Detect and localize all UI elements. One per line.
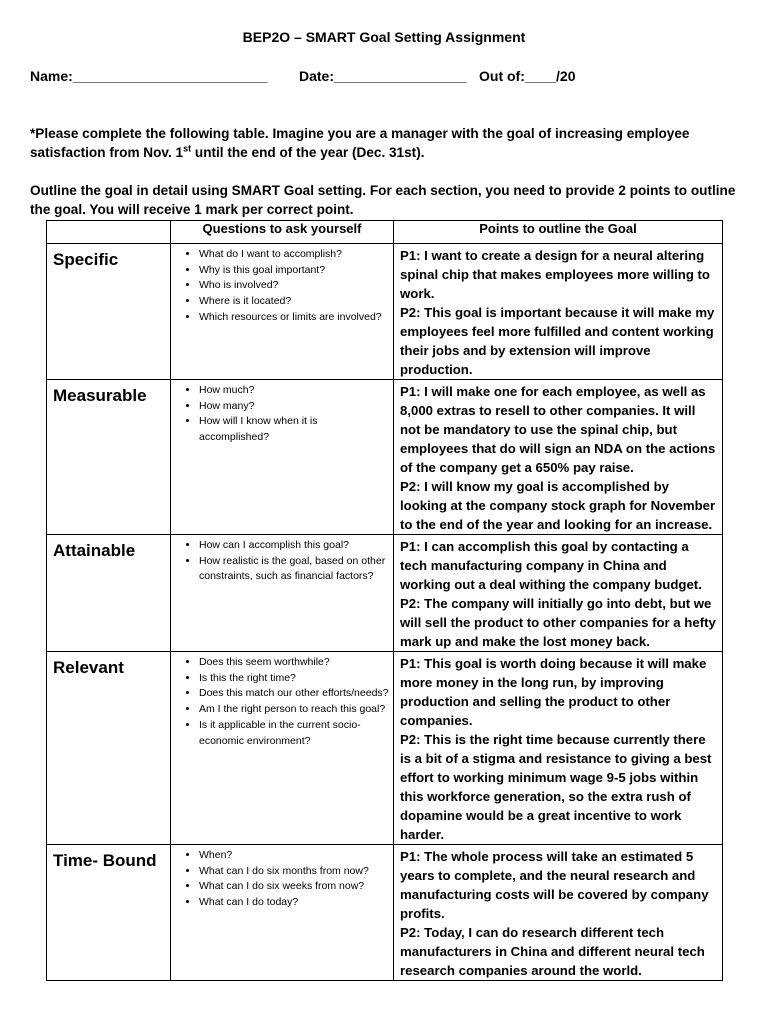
point-2: P2: This goal is important because it will make my employees feel more fulfilled and content working their jobs and by extension will improve production. bbox=[400, 305, 715, 377]
question-item: • What do I want to accomplish? bbox=[199, 247, 389, 263]
point-2: P2: The company will initially go into debt, but we will sell the product to other companies for a hefty mark up and make the lost money back. bbox=[400, 596, 716, 649]
questions-list bbox=[171, 538, 393, 585]
question-item: • What can I do six months from now? bbox=[199, 864, 389, 880]
question-item: • How many? bbox=[199, 399, 389, 415]
questions-list bbox=[171, 383, 393, 446]
smart-goal-table bbox=[46, 220, 723, 981]
date-field[interactable]: Date:_________________ bbox=[299, 68, 467, 84]
question-item: • What can I do today? bbox=[199, 895, 389, 911]
instructions-text-suffix: until the end of the year (Dec. 31st). bbox=[191, 145, 425, 160]
question-item: • Does this seem worthwhile? bbox=[199, 655, 389, 671]
points-cell[interactable] bbox=[394, 845, 723, 981]
questions-list bbox=[171, 655, 393, 749]
document-title: BEP2O – SMART Goal Setting Assignment bbox=[242, 29, 526, 45]
questions-cell bbox=[171, 535, 394, 652]
point-1: P1: I can accomplish this goal by contacting a tech manufacturing company in China and working out a deal withing the company budget. bbox=[400, 539, 702, 592]
table-row-attainable bbox=[47, 535, 723, 652]
category-attainable: Attainable bbox=[47, 535, 171, 652]
category-measurable: Measurable bbox=[47, 380, 171, 535]
question-item: • Is this the right time? bbox=[199, 671, 389, 687]
question-item: • How realistic is the goal, based on other constraints, such as financial factors? bbox=[199, 554, 389, 585]
category-relevant: Relevant bbox=[47, 652, 171, 845]
question-item: • What can I do six weeks from now? bbox=[199, 879, 389, 895]
question-item: • Am I the right person to reach this goal? bbox=[199, 702, 389, 718]
questions-cell bbox=[171, 652, 394, 845]
points-cell[interactable] bbox=[394, 244, 723, 380]
point-1: P1: This goal is worth doing because it will make more money in the long run, by improving production and selling the product to other companies. bbox=[400, 656, 707, 728]
question-item: • How much? bbox=[199, 383, 389, 399]
point-1: P1: I will make one for each employee, as well as 8,000 extras to resell to other companies. It will not be mandatory to use the spinal chip, but employees that do will sign an NDA on the actions of the company get a 650% pay raise. bbox=[400, 384, 716, 475]
point-2: P2: I will know my goal is accomplished by looking at the company stock graph for November to the end of the year and looking for an increase. bbox=[400, 479, 716, 532]
question-item: • When? bbox=[199, 848, 389, 864]
name-field[interactable]: Name:_________________________ bbox=[30, 68, 268, 84]
table-header-row bbox=[47, 221, 723, 244]
point-2: P2: This is the right time because currently there is a bit of a stigma and resistance to giving a best effort to working minimum wage 9-5 jobs within this workforce generation, so the extra rush of dopamine would be a great incentive to work harder. bbox=[400, 732, 712, 842]
question-item: • Where is it located? bbox=[199, 294, 389, 310]
category-time-bound: Time- Bound bbox=[47, 845, 171, 981]
points-cell[interactable] bbox=[394, 535, 723, 652]
question-item: • Why is this goal important? bbox=[199, 263, 389, 279]
points-cell[interactable] bbox=[394, 652, 723, 845]
points-cell[interactable] bbox=[394, 380, 723, 535]
question-item: • Does this match our other efforts/needs? bbox=[199, 686, 389, 702]
header-questions: Questions to ask yourself bbox=[171, 221, 394, 244]
header-points: Points to outline the Goal bbox=[394, 221, 723, 244]
grading-paragraph: Outline the goal in detail using SMART Goal setting. For each section, you need to provide 2 points to outline the goal. You will receive 1 mark per correct point. bbox=[30, 183, 736, 217]
point-1: P1: I want to create a design for a neural altering spinal chip that makes employees more willing to work. bbox=[400, 248, 710, 301]
questions-cell bbox=[171, 380, 394, 535]
question-item: • How can I accomplish this goal? bbox=[199, 538, 389, 554]
table-row-relevant bbox=[47, 652, 723, 845]
question-item: • Is it applicable in the current socio-economic environment? bbox=[199, 718, 389, 749]
table-row-specific bbox=[47, 244, 723, 380]
question-item: • Who is involved? bbox=[199, 278, 389, 294]
table-row-time-bound bbox=[47, 845, 723, 981]
instructions-paragraph bbox=[30, 124, 745, 162]
header-category bbox=[47, 221, 171, 244]
question-item: • Which resources or limits are involved? bbox=[199, 310, 389, 326]
questions-cell bbox=[171, 244, 394, 380]
out-of-field[interactable]: Out of:____/20 bbox=[479, 68, 576, 84]
category-specific: Specific bbox=[47, 244, 171, 380]
questions-list bbox=[171, 247, 393, 326]
questions-cell bbox=[171, 845, 394, 981]
table-row-measurable bbox=[47, 380, 723, 535]
instructions-superscript: st bbox=[183, 143, 192, 154]
point-2: P2: Today, I can do research different tech manufacturers in China and different neural tech research companies around the world. bbox=[400, 925, 705, 978]
questions-list bbox=[171, 848, 393, 911]
instructions-text-prefix: *Please complete the following table. Imagine you are a manager with the goal of increasing employee satisfaction from Nov. 1 bbox=[30, 126, 690, 160]
question-item: • How will I know when it is accomplished? bbox=[199, 414, 389, 445]
point-1: P1: The whole process will take an estimated 5 years to complete, and the neural research and manufacturing costs will be covered by company profits. bbox=[400, 849, 709, 921]
